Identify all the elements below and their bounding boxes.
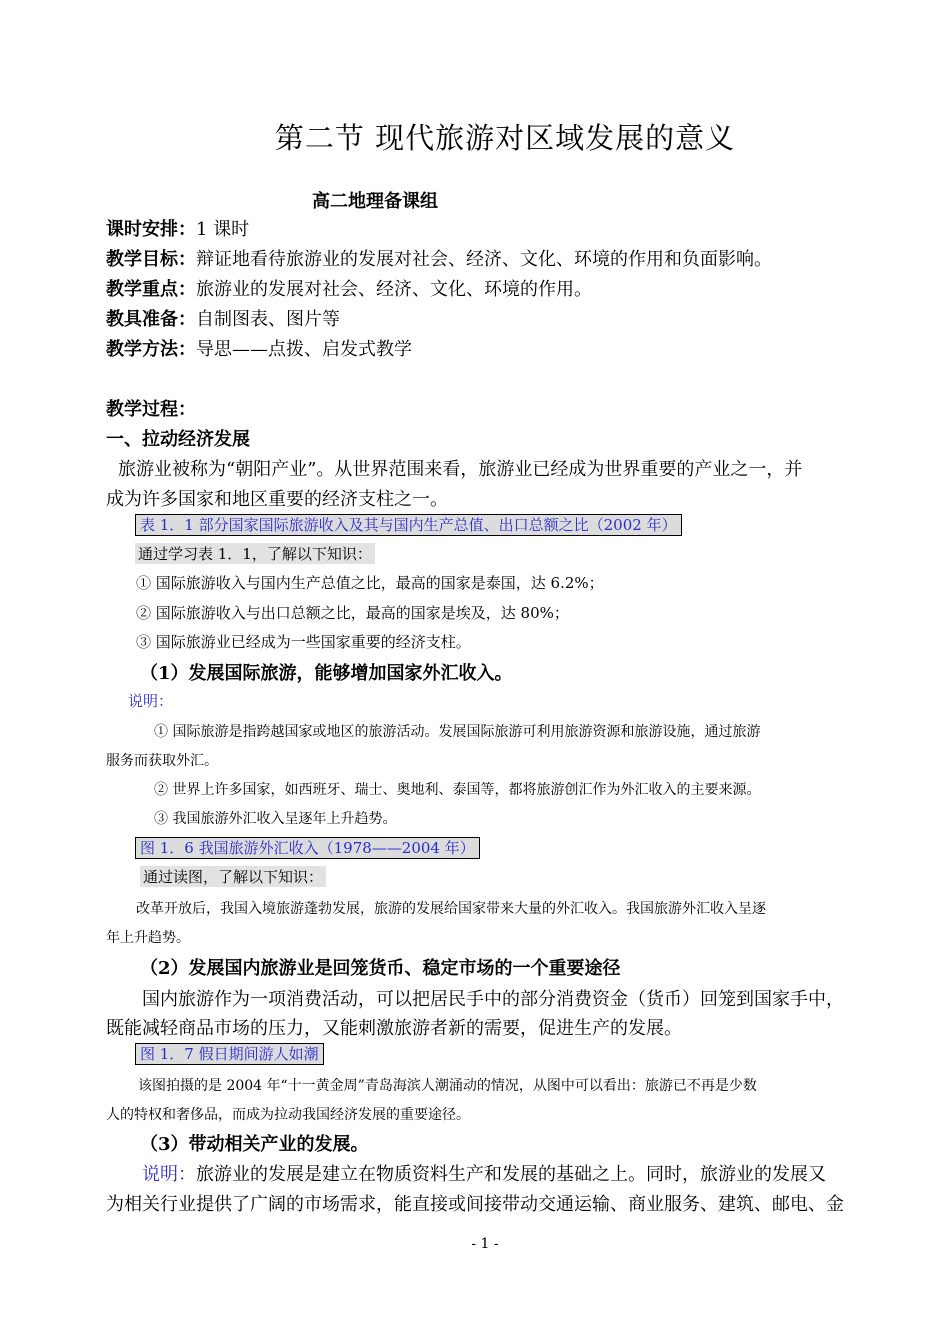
meta-focus — [106, 275, 592, 301]
page-number: - 1 - — [471, 1236, 499, 1252]
meta-value: 自制图表、图片等 — [196, 309, 340, 330]
meta-method — [106, 335, 412, 361]
body-text: 国内旅游作为一项消费活动，可以把居民手中的部分消费资金（货币）回笼到国家手中， — [142, 989, 844, 1010]
note-label: 说明： — [142, 1164, 196, 1185]
meta-schedule — [106, 215, 249, 241]
study-prompt: 通过学习表 1．1，了解以下知识： — [135, 543, 375, 564]
meta-value: 导思——点拨、启发式教学 — [196, 339, 412, 360]
subsection-heading: （2）发展国内旅游业是回笼货币、稳定市场的一个重要途径 — [140, 958, 621, 979]
read-text: 改革开放后，我国入境旅游蓬勃发展，旅游的发展给国家带来大量的外汇收入。我国旅游外汇收入呈逐 — [136, 901, 766, 917]
figure-description: 人的特权和奢侈品，而成为拉动我国经济发展的重要途径。 — [106, 1107, 470, 1123]
read-prompt: 通过读图，了解以下知识： — [140, 866, 326, 887]
figure-caption: 图 1．6 我国旅游外汇收入（1978——2004 年） — [135, 837, 480, 859]
note-label: 说明： — [128, 692, 174, 710]
author-line: 高二地理备课组 — [312, 191, 438, 212]
figure-description: 该图拍摄的是 2004 年“十一黄金周”青岛海滨人潮涌动的情况，从图中可以看出：旅游已不再是少数 — [138, 1078, 757, 1094]
knowledge-point: ③ 国际旅游业已经成为一些国家重要的经济支柱。 — [136, 633, 471, 651]
table-caption: 表 1．1 部分国家国际旅游收入及其与国内生产总值、出口总额之比（2002 年） — [135, 514, 682, 536]
subsection-heading: （3）带动相关产业的发展。 — [140, 1134, 369, 1155]
meta-value: 辩证地看待旅游业的发展对社会、经济、文化、环境的作用和负面影响。 — [196, 249, 772, 270]
read-text: 年上升趋势。 — [106, 930, 190, 946]
meta-value: 旅游业的发展对社会、经济、文化、环境的作用。 — [196, 279, 592, 300]
note-item: 服务而获取外汇。 — [106, 753, 218, 769]
intro-text: 旅游业被称为“朝阳产业”。从世界范围来看，旅游业已经成为世界重要的产业之一，并 — [118, 459, 803, 480]
meta-label: 课时安排： — [106, 219, 196, 240]
knowledge-point: ② 国际旅游收入与出口总额之比，最高的国家是埃及，达 80%； — [136, 604, 569, 622]
knowledge-point: ① 国际旅游收入与国内生产总值之比，最高的国家是泰国，达 6.2%； — [136, 574, 604, 592]
section-heading: 一、拉动经济发展 — [106, 429, 250, 450]
meta-label: 教具准备： — [106, 309, 196, 330]
meta-label: 教学重点： — [106, 279, 196, 300]
meta-label: 教学目标： — [106, 249, 196, 270]
note-item: ① 国际旅游是指跨越国家或地区的旅游活动。发展国际旅游可利用旅游资源和旅游设施，通过旅游 — [154, 724, 761, 740]
body-text: 为相关行业提供了广阔的市场需求，能直接或间接带动交通运输、商业服务、建筑、邮电、金 — [106, 1194, 844, 1215]
intro-text: 成为许多国家和地区重要的经济支柱之一。 — [106, 489, 448, 510]
body-text: 既能减轻商品市场的压力，又能刺激旅游者新的需要，促进生产的发展。 — [106, 1018, 682, 1039]
meta-label: 教学方法： — [106, 339, 196, 360]
body-text — [142, 1160, 826, 1186]
note-item: ② 世界上许多国家，如西班牙、瑞士、奥地利、泰国等，都将旅游创汇作为外汇收入的主要来源。 — [154, 782, 761, 798]
meta-value: 1 课时 — [196, 219, 250, 240]
process-heading: 教学过程： — [106, 399, 196, 420]
figure-caption: 图 1．7 假日期间游人如潮 — [135, 1043, 324, 1065]
body-text-span: 旅游业的发展是建立在物质资料生产和发展的基础之上。同时，旅游业的发展又 — [196, 1164, 826, 1185]
meta-objective — [106, 245, 772, 271]
page-title: 第二节 现代旅游对区域发展的意义 — [274, 121, 736, 155]
note-item: ③ 我国旅游外汇收入呈逐年上升趋势。 — [154, 811, 397, 827]
meta-materials — [106, 305, 340, 331]
subsection-heading: （1）发展国际旅游，能够增加国家外汇收入。 — [140, 663, 513, 684]
